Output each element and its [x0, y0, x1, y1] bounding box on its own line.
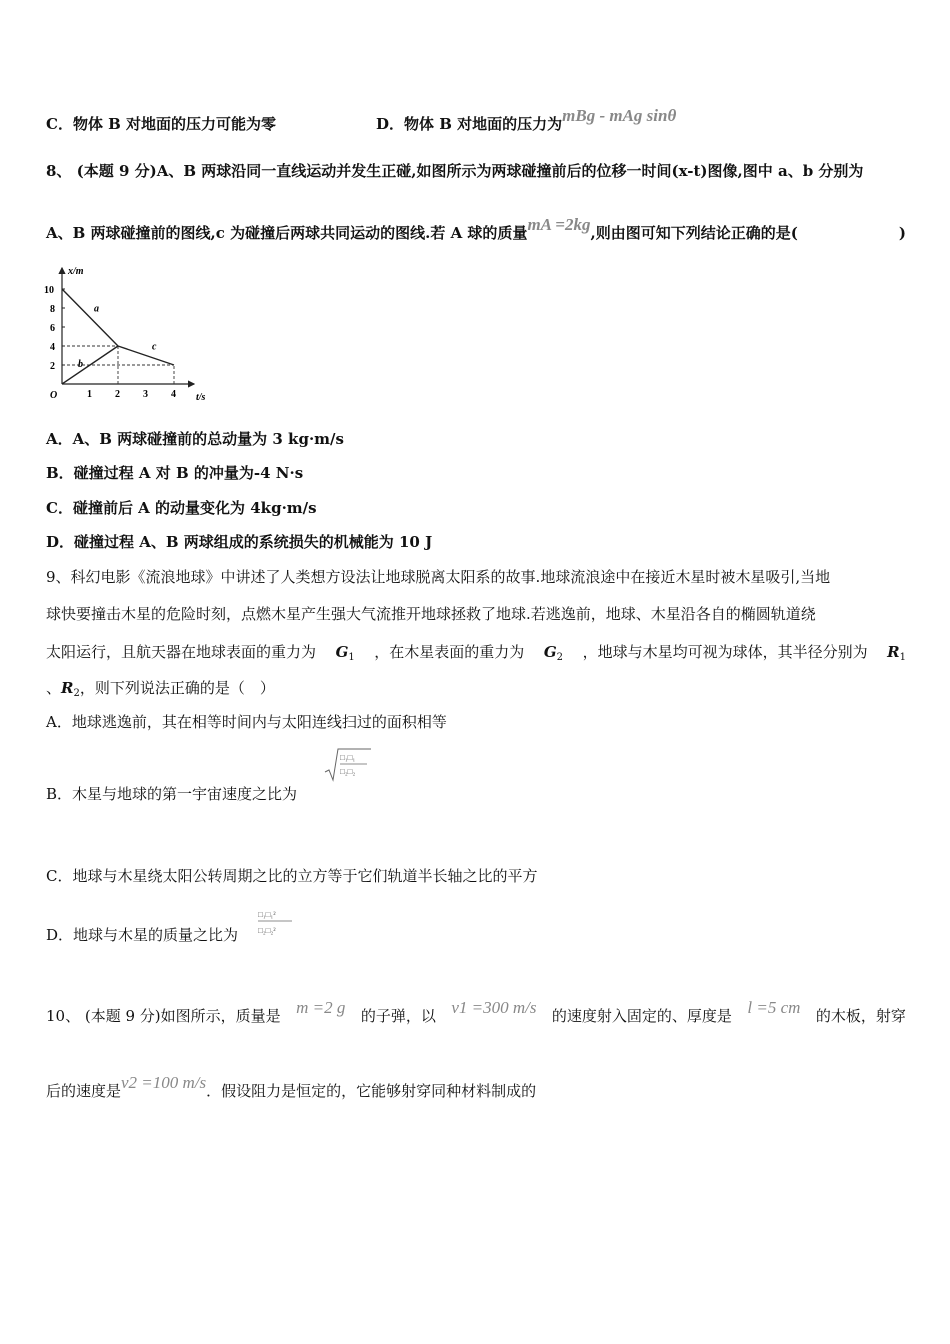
q10-v1-formula: v1 =300 m/s	[451, 998, 537, 1017]
q10-line2	[46, 1073, 906, 1102]
q10-v2-formula: v2 =100 m/s	[121, 1073, 207, 1092]
q9-line2: 球快要撞击木星的危险时刻，点燃木星产生强大气流推开地球拯救了地球.若逃逸前，地球、木星沿各自的椭圆轨道绕	[46, 605, 816, 623]
q9-option-b-den: □₂□₂	[340, 767, 356, 776]
x-tick-label-4: 4	[171, 389, 176, 400]
q10-line1-b: 的子弹，以	[360, 1007, 436, 1025]
q9-option-c: C．地球与木星绕太阳公转周期之比的立方等于它们轨道半长轴之比的平方	[46, 867, 538, 885]
q7-option-d	[376, 106, 677, 135]
q8-mass-formula: mA =2kg	[527, 215, 591, 234]
q7-option-d-label: D．物体 B 对地面的压力为	[376, 115, 563, 133]
q9-r2: $R_2$	[61, 679, 80, 699]
q9-g2: $G_2$	[543, 643, 564, 663]
xt-graph	[40, 262, 210, 410]
q9-option-a: A．地球逃逸前，其在相等时间内与太阳连线扫过的面积相等	[46, 713, 447, 731]
y-tick-label-10: 10	[44, 285, 54, 296]
q9-option-d-den: □₂□₂²	[258, 926, 276, 935]
q9-line3-c: ，地球与木星均可视为球体，其半径分别为	[582, 643, 868, 661]
q9-option-d-num: □₁□₁²	[258, 910, 276, 919]
q9-line3-a: 太阳运行，且航天器在地球表面的重力为	[46, 643, 317, 661]
q10-line1	[46, 998, 906, 1027]
x-tick-label-3: 3	[143, 389, 148, 400]
q8-option-b: B．碰撞过程 A 对 B 的冲量为-4 N·s	[46, 464, 304, 482]
x-tick-label-1: 1	[87, 389, 92, 400]
q9-option-d-label: D．地球与木星的质量之比为	[46, 926, 239, 944]
q7-option-c: C．物体 B 对地面的压力可能为零	[46, 115, 277, 133]
q8-line2-prefix: A、B 两球碰撞前的图线,c 为碰撞后两球共同运动的图线.若 A 球的质量	[46, 224, 528, 242]
q8-option-d: D．碰撞过程 A、B 两球组成的系统损失的机械能为 10 J	[46, 533, 433, 551]
q7-options-row	[46, 106, 906, 135]
q9-option-b	[46, 783, 906, 805]
q9-option-b-label: B．木星与地球的第一宇宙速度之比为	[46, 785, 298, 803]
q8-line1: 8、 (本题 9 分)A、B 两球沿同一直线运动并发生正碰,如图所示为两球碰撞前后的位移一时间(x-t)图像,图中 a、b 分别为	[46, 162, 864, 180]
q8-line2-suffix: ,则由图可知下列结论正确的是(	[590, 224, 798, 242]
q10-line1-d: 的木板，射穿	[815, 1007, 906, 1025]
q9-line3-b: ，在木星表面的重力为	[374, 643, 525, 661]
q9-line3	[46, 641, 906, 669]
q9-line1: 9、科幻电影《流浪地球》中讲述了人类想方设法让地球脱离太阳系的故事.地球流浪途中在接近木星时被木星吸引,当地	[46, 568, 831, 586]
q9-line4	[46, 677, 906, 705]
series-label-c: c	[152, 341, 157, 353]
q8-line2-end: )	[898, 224, 906, 242]
q7-option-d-formula: mBg - mAg sinθ	[562, 106, 677, 125]
y-axis-label: x/m	[68, 266, 84, 277]
q8-option-a: A．A、B 两球碰撞前的总动量为 3 kg·m/s	[46, 430, 344, 448]
series-line-c	[118, 346, 174, 365]
y-tick-label-2: 2	[50, 361, 55, 372]
x-tick-label-2: 2	[115, 389, 120, 400]
q9-option-b-sqrt-formula	[323, 746, 373, 786]
q10-line2-a: 后的速度是	[46, 1082, 122, 1100]
q10-line2-b: ．假设阻力是恒定的，它能够射穿同种材料制成的	[206, 1082, 537, 1100]
q9-option-d-frac-formula	[256, 905, 298, 939]
q9-r1: $R_1$	[887, 643, 906, 663]
q10-thickness-formula: l =5 cm	[747, 998, 801, 1017]
q9-line4-b: ，则下列说法正确的是（ ）	[79, 679, 275, 697]
q10-line1-a: 10、 (本题 9 分)如图所示，质量是	[46, 1007, 281, 1025]
series-label-a: a	[94, 303, 99, 315]
q8-option-c: C．碰撞前后 A 的动量变化为 4kg·m/s	[46, 499, 317, 517]
q10-line1-c: 的速度射入固定的、厚度是	[551, 1007, 732, 1025]
origin-label: O	[50, 390, 58, 401]
x-axis-label: t/s	[196, 392, 206, 403]
series-label-b: b	[78, 359, 83, 370]
y-tick-label-4: 4	[50, 342, 55, 353]
q8-line2	[46, 215, 906, 244]
y-tick-label-8: 8	[50, 304, 55, 315]
series-line-a	[62, 289, 118, 346]
q9-g1: $G_1$	[335, 643, 355, 663]
q10-mass-formula: m =2 g	[296, 998, 346, 1017]
y-tick-label-6: 6	[50, 323, 55, 334]
q9-line4-a: 、	[46, 679, 62, 697]
q9-option-b-num: □₁□₁	[340, 753, 356, 762]
q9-option-d	[46, 924, 906, 946]
